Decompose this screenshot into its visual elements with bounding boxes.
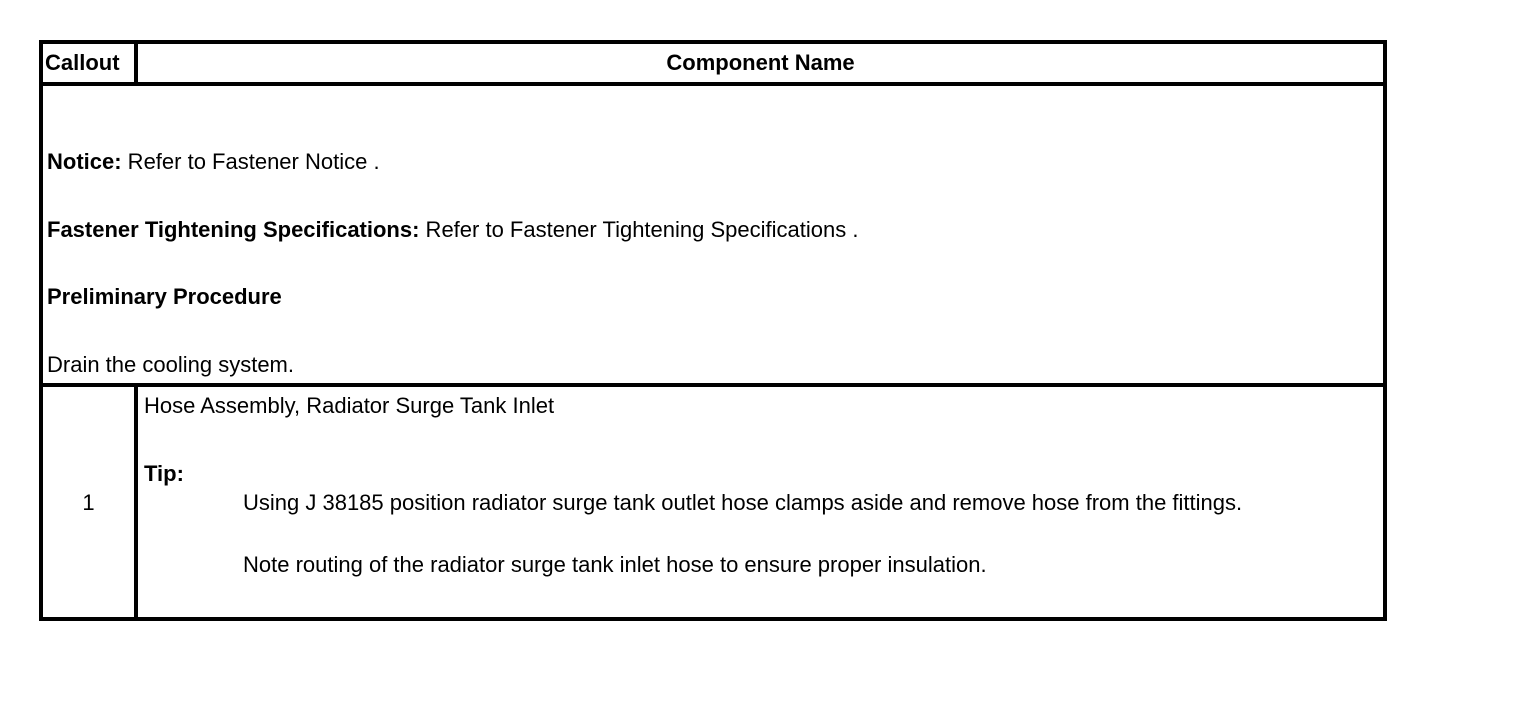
notice-label: Notice: bbox=[47, 149, 122, 174]
header-callout: Callout bbox=[45, 50, 120, 75]
fastener-spec-line bbox=[47, 217, 858, 243]
notice-line bbox=[47, 149, 380, 175]
tip-line-1: Using J 38185 position radiator surge tank outlet hose clamps aside and remove hose from the fittings. bbox=[243, 490, 1243, 515]
procedure-table bbox=[39, 40, 1387, 621]
header-component-name: Component Name bbox=[666, 50, 855, 75]
tip-label: Tip: bbox=[144, 461, 184, 486]
table-border-left bbox=[39, 40, 43, 621]
table-border-right bbox=[1383, 40, 1387, 621]
table-border-bottom bbox=[39, 617, 1387, 621]
notice-text: Refer to Fastener Notice . bbox=[121, 149, 380, 174]
callout-column-divider-row bbox=[134, 383, 138, 621]
header-divider bbox=[39, 82, 1387, 86]
table-border-top bbox=[39, 40, 1387, 44]
tip-line-2: Note routing of the radiator surge tank inlet hose to ensure proper insulation. bbox=[243, 552, 987, 577]
preliminary-procedure-heading: Preliminary Procedure bbox=[47, 284, 282, 309]
fastener-spec-text: Refer to Fastener Tightening Specifications . bbox=[419, 217, 859, 242]
intro-divider bbox=[39, 383, 1387, 387]
drain-instruction: Drain the cooling system. bbox=[47, 352, 294, 377]
row-callout-number: 1 bbox=[82, 490, 95, 515]
fastener-spec-label: Fastener Tightening Specifications: bbox=[47, 217, 420, 242]
row-component-name: Hose Assembly, Radiator Surge Tank Inlet bbox=[144, 393, 555, 418]
